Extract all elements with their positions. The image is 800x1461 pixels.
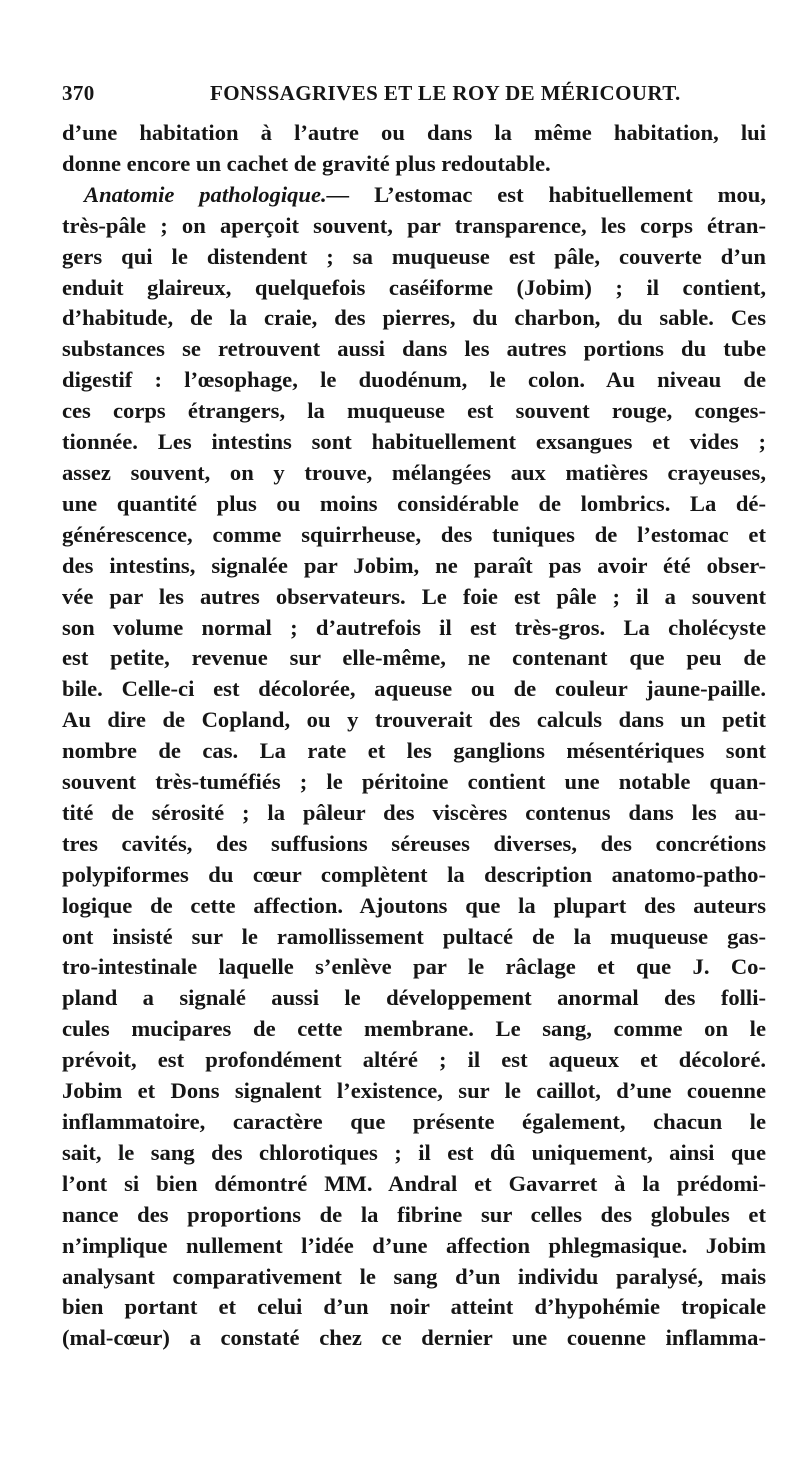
- text-line: Jobim et Dons signalent l’existence, sur le caillot, d’une couenne: [62, 1078, 766, 1104]
- text-line: gers qui le distendent ; sa muqueuse est pâle, couverte d’un: [62, 243, 766, 269]
- text-line: tro-intestinale laquelle s’enlève par le râclage et que J. Co-: [62, 954, 766, 980]
- text-line: tité de sérosité ; la pâleur des viscères contenus dans les au-: [62, 799, 766, 825]
- text-line: polypiformes du cœur complètent la description anatomo-patho-: [62, 861, 766, 887]
- text-line: (mal-cœur) a constaté chez ce dernier une couenne inflamma-: [62, 1325, 766, 1351]
- text-line: L’estomac est habituellement mou,: [374, 181, 766, 207]
- text-line: substances se retrouvent aussi dans les autres portions du tube: [62, 336, 766, 362]
- text-line: prévoit, est profondément altéré ; il est aqueux et décoloré.: [62, 1047, 766, 1073]
- text-line: analysant comparativement le sang d’un individu paralysé, mais: [62, 1263, 766, 1289]
- body-text: [62, 118, 766, 1354]
- text-line: enduit glaireux, quelquefois caséiforme (Jobim) ; il contient,: [62, 274, 766, 300]
- text-line: ont insisté sur le ramollissement pultacé de la muqueuse gas-: [62, 923, 766, 949]
- text-line: sait, le sang des chlorotiques ; il est dû uniquement, ainsi que: [62, 1139, 766, 1165]
- text-line: tionnée. Les intestins sont habituellement exsangues et vides ;: [62, 429, 766, 455]
- text-line: d’habitude, de la craie, des pierres, du charbon, du sable. Ces: [62, 305, 766, 331]
- text-line: nance des proportions de la fibrine sur celles des globules et: [62, 1201, 766, 1227]
- text-line: donne encore un cachet de gravité plus redoutable.: [62, 150, 551, 176]
- text-line: souvent très-tuméfiés ; le péritoine contient une notable quan-: [62, 769, 766, 795]
- text-line: logique de cette affection. Ajoutons que la plupart des auteurs: [62, 892, 766, 918]
- text-line: cules mucipares de cette membrane. Le sang, comme on le: [62, 1016, 766, 1042]
- text-line: bien portant et celui d’un noir atteint d’hypohémie tropicale: [62, 1294, 766, 1320]
- text-line: digestif : l’œsophage, le duodénum, le colon. Au niveau de: [62, 367, 766, 393]
- text-line: des intestins, signalée par Jobim, ne paraît pas avoir été obser-: [62, 552, 766, 578]
- text-line: nombre de cas. La rate et les ganglions mésentériques sont: [62, 738, 766, 764]
- text-line: générescence, comme squirrheuse, des tuniques de l’estomac et: [62, 521, 766, 547]
- text-line: l’ont si bien démontré MM. Andral et Gavarret à la prédomi-: [62, 1170, 766, 1196]
- section-line: [62, 180, 766, 211]
- text-line: Au dire de Copland, ou y trouverait des calculs dans un petit: [62, 707, 766, 733]
- text-line: vée par les autres observateurs. Le foie est pâle ; il a souvent: [62, 583, 766, 609]
- text-line: son volume normal ; d’autrefois il est très-gros. La cholécyste: [62, 614, 766, 640]
- text-line: pland a signalé aussi le développement anormal des folli-: [62, 985, 766, 1011]
- text-line: inflammatoire, caractère que présente également, chacun le: [62, 1109, 766, 1134]
- book-page: [62, 78, 766, 1354]
- running-head: [62, 78, 766, 108]
- text-line: bile. Celle-ci est décolorée, aqueuse ou de couleur jaune-paille.: [62, 676, 766, 702]
- running-title: FONSSAGRIVES ET LE ROY DE MÉRICOURT.: [210, 81, 681, 105]
- page-number: 370: [62, 81, 95, 105]
- section-heading: Anatomie pathologique.—: [84, 181, 350, 207]
- text-line: assez souvent, on y trouve, mélangées aux matières crayeuses,: [62, 459, 766, 485]
- text-line: ces corps étrangers, la muqueuse est souvent rouge, conges-: [62, 398, 766, 424]
- text-line: d’une habitation à l’autre ou dans la même habitation, lui: [62, 120, 766, 145]
- text-line: une quantité plus ou moins considérable de lombrics. La dé-: [62, 490, 766, 516]
- text-line: est petite, revenue sur elle-même, ne contenant que peu de: [62, 645, 766, 671]
- text-line: n’implique nullement l’idée d’une affection phlegmasique. Jobim: [62, 1232, 766, 1258]
- text-line: tres cavités, des suffusions séreuses diverses, des concrétions: [62, 830, 766, 856]
- text-line: très-pâle ; on aperçoit souvent, par transparence, les corps étran-: [62, 212, 766, 238]
